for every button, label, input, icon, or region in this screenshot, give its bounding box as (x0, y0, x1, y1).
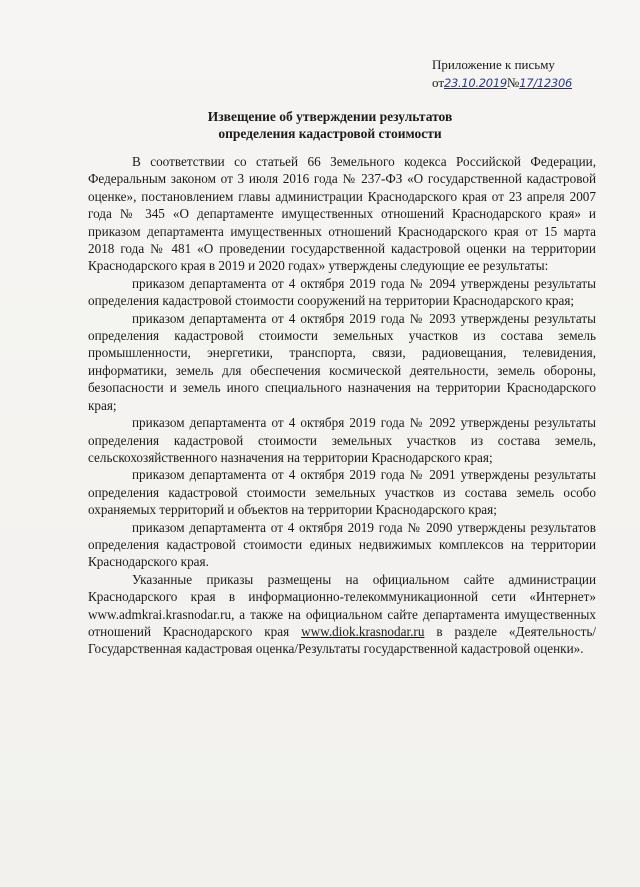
paragraph-order-2092: приказом департамента от 4 октября 2019 года № 2092 утверждены результаты определения кадастровой стоимости земельных участков из состава земель, сельскохозяйственного назначения на территории Краснодарского края; (88, 415, 596, 465)
diok-website-link[interactable]: www.diok.krasnodar.ru (301, 623, 425, 639)
closing-text-2: в разделе «Деятельность/Государственная кадастровая оценка/Результаты государственной кадастровой оценки». (88, 623, 597, 657)
paragraph-intro: В соответствии со статьей 66 Земельного кодекса Российской Федерации, Федеральным законом от 3 июля 2016 года № 237-ФЗ «О государственной кадастровой оценке», постановлением главы администрации Краснодарского края от 23 апреля 2007 года № 345 «О департаменте имущественных отношений Краснодарского края» и приказом департамента имущественных отношений Краснодарского края от 15 марта 2018 года № 481 «О проведении государственной кадастровой оценки на территории Краснодарского края в 2019 и 2020 годах» утверждены следующие ее результаты: (88, 154, 596, 274)
handwritten-number: 17/12306 (519, 76, 572, 90)
paragraph-closing (88, 571, 596, 658)
title-line-1: Извещение об утверждении результатов (207, 109, 453, 124)
document-body (88, 153, 596, 658)
handwritten-date: 23.10.2019 (444, 76, 507, 90)
paragraph-order-2090: приказом департамента от 4 октября 2019 года № 2090 утверждены результатов определения кадастровой стоимости единых недвижимых комплексов на территории Краснодарского края. (88, 519, 596, 570)
letter-reference (432, 74, 612, 92)
number-sign: № (506, 75, 520, 90)
document-title (180, 108, 480, 142)
from-prefix: от (432, 75, 445, 90)
closing-text-1: Указанные приказы размещены на официальном сайте администрации Краснодарского края в информационно-телекоммуникационной сети «Интернет» www.admkrai.krasnodar.ru, а также на официальном сайте департамента имущественных отношений Краснодарского края (88, 571, 596, 639)
paragraph-order-2091: приказом департамента от 4 октября 2019 года № 2091 утверждены результаты определения кадастровой стоимости земельных участков из состава земель особо охраняемых территорий и объектов на территории Краснодарского края; (88, 467, 596, 518)
paragraph-order-2094: приказом департамента от 4 октября 2019 года № 2094 утверждены результаты определения кадастровой стоимости сооружений на территории Краснодарского края; (88, 275, 596, 309)
appendix-block (432, 56, 612, 92)
appendix-label: Приложение к письму (432, 57, 555, 72)
title-line-2: определения кадастровой стоимости (218, 126, 442, 141)
paragraph-order-2093: приказом департамента от 4 октября 2019 года № 2093 утверждены результаты определения кадастровой стоимости земельных участков из состава земель промышленности, энергетики, транспорта, связи, радиовещания, телевидения, информатики, земель для обеспечения космической деятельности, земель обороны, безопасности и земель иного специального назначения на территории Краснодарского края; (88, 310, 596, 413)
